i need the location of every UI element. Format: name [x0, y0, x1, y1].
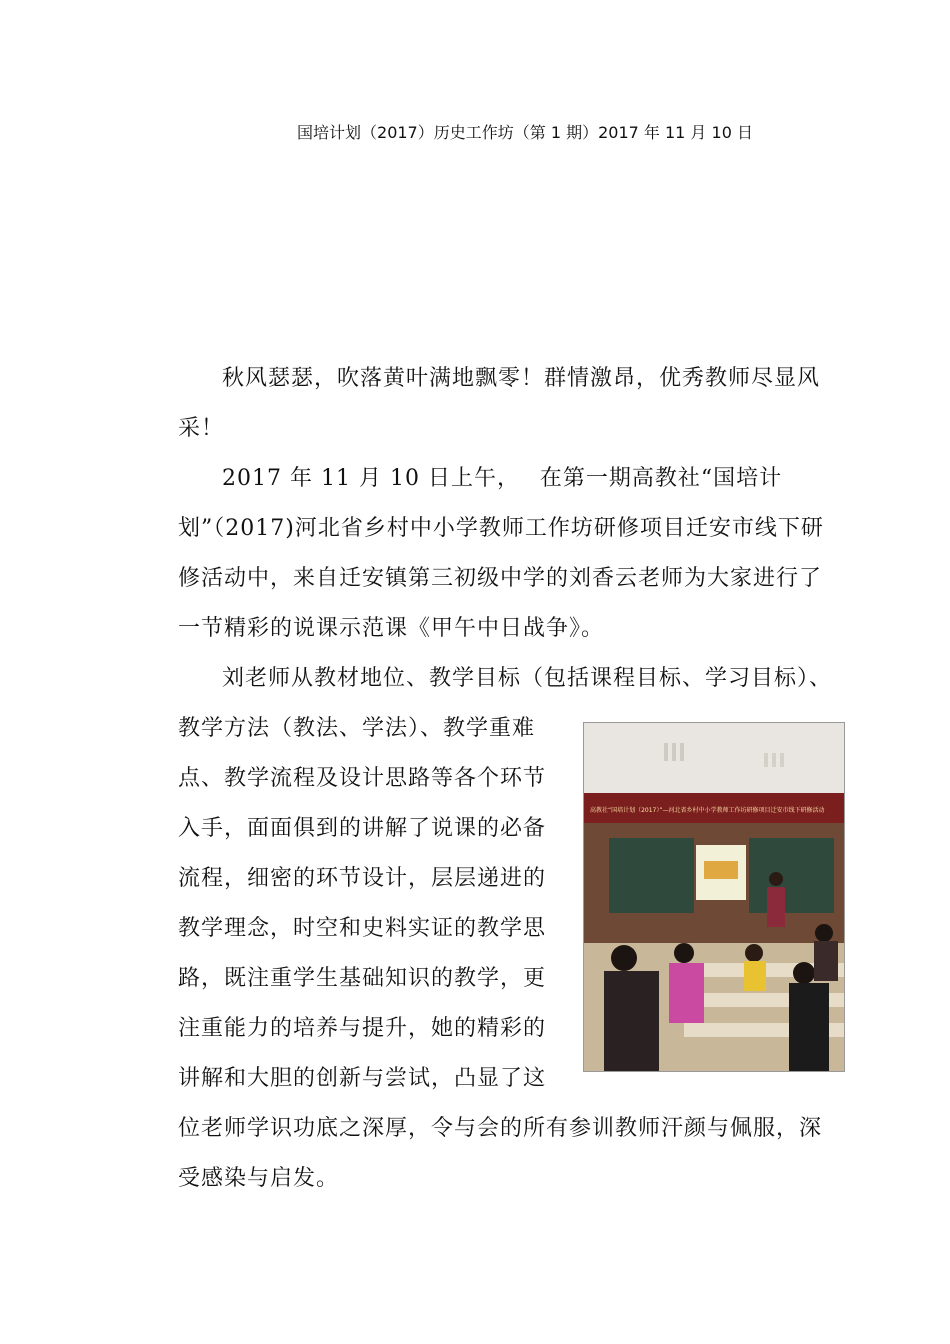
banner-text: 高教社“国培计划（2017）”—河北省乡村中小学教师工作坊研修项目迁安市线下研修活动 [590, 807, 825, 814]
wrapped-line: 教学理念，时空和史料实证的教学思 [178, 916, 547, 941]
wrapped-line: 讲解和大胆的创新与尝试，凸显了这 [178, 1066, 547, 1091]
paragraph-intro: 秋风瑟瑟，吹落黄叶满地飘零！群情激昂，优秀教师尽显风采！ [178, 366, 821, 441]
wrapped-line: 教学方法（教法、学法）、教学重难 [178, 716, 536, 741]
wrapped-line: 注重能力的培养与提升，她的精彩的 [178, 1016, 547, 1041]
wrapped-line: 路，既注重学生基础知识的教学，更 [178, 966, 547, 991]
classroom-photo [583, 722, 845, 1072]
document-header: 国培计划（2017）历史工作坊（第 1 期）2017 年 11 月 10 日 [297, 123, 753, 142]
paragraph-event: 2017 年 11 月 10 日上午， 在第一期高教社“国培计划”（2017)河北省乡村中小学教师工作坊研修项目迁安市线下研修活动中，来自迁安镇第三初级中学的刘香云老师为大家进行了一节精彩的说课示范课《甲午中日战争》。 [178, 466, 824, 641]
wrapped-line: 入手，面面俱到的讲解了说课的必备 [178, 816, 547, 841]
wrapped-line: 流程，细密的环节设计，层层递进的 [178, 866, 547, 891]
classroom-photo-illustration [584, 723, 844, 1071]
paragraph-lecture-tail: 位老师学识功底之深厚，令与会的所有参训教师汗颜与佩服，深受感染与启发。 [178, 1116, 823, 1191]
wrapped-line: 点、教学流程及设计思路等各个环节 [178, 766, 547, 791]
paragraph-lecture-first-line: 刘老师从教材地位、教学目标（包括课程目标、学习目标）、 [222, 666, 833, 691]
